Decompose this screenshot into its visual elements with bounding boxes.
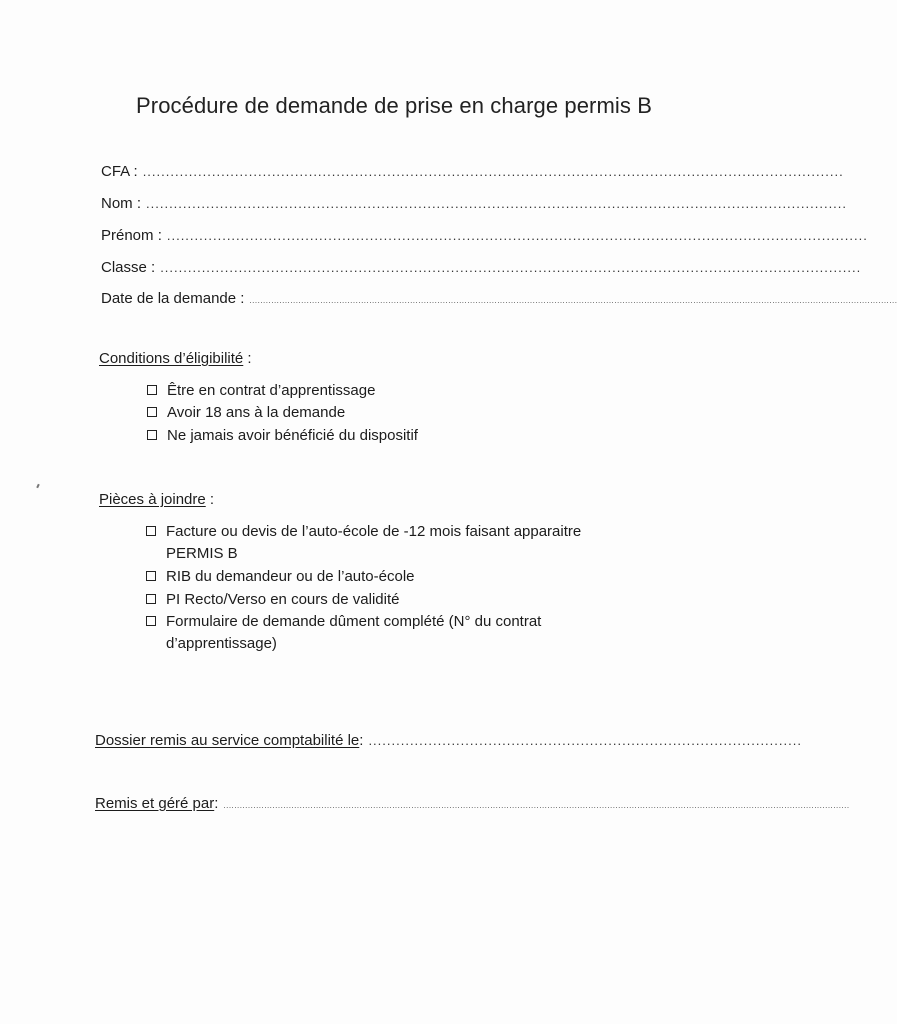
field-label: Date de la demande : — [101, 290, 245, 307]
eligibility-heading — [99, 349, 252, 369]
eligibility-heading-text: Conditions d’éligibilité — [99, 350, 244, 367]
checkbox[interactable] — [147, 407, 157, 417]
scan-speck — [36, 484, 40, 488]
heading-suffix: : — [243, 350, 252, 367]
checkbox[interactable] — [147, 430, 157, 440]
fill-line[interactable]: ...................................................................................................................................................................................................................................... — [223, 801, 850, 810]
page-title: Procédure de demande de prise en charge permis B — [136, 93, 652, 118]
fill-line[interactable]: .............................................................................................................................................................................................................................................. — [249, 296, 897, 305]
field-prenom[interactable] — [101, 226, 868, 246]
managed-label: Remis et géré par — [95, 795, 215, 812]
checkbox[interactable] — [146, 594, 156, 604]
checkbox-label: PI Recto/Verso en cours de validité — [166, 591, 400, 608]
field-date-demande[interactable] — [101, 289, 897, 309]
field-label: Nom : — [101, 195, 142, 212]
document-item[interactable] — [146, 611, 541, 655]
heading-suffix: : — [205, 491, 215, 508]
checkbox-label: Être en contrat d’apprentissage — [167, 382, 376, 399]
eligibility-item[interactable] — [147, 402, 345, 424]
submitted-row[interactable] — [95, 731, 802, 751]
fill-line[interactable]: ........................................................................................................................................................ — [146, 196, 848, 211]
checkbox-label: RIB du demandeur ou de l’auto-école — [166, 568, 415, 585]
field-label: Prénom : — [101, 227, 162, 244]
field-classe[interactable] — [101, 258, 862, 278]
submitted-suffix: : — [359, 732, 364, 749]
checkbox-label: Avoir 18 ans à la demande — [167, 404, 346, 421]
field-nom[interactable] — [101, 194, 848, 214]
field-label: Classe : — [101, 259, 156, 276]
document-item[interactable] — [146, 589, 399, 611]
checkbox[interactable] — [146, 526, 156, 536]
checkbox[interactable] — [146, 571, 156, 581]
fill-line[interactable]: ........................................................................................................................................................ — [142, 164, 844, 179]
checkbox[interactable] — [147, 385, 157, 395]
document-item[interactable] — [146, 566, 415, 588]
checkbox[interactable] — [146, 616, 156, 626]
field-cfa[interactable] — [101, 162, 844, 182]
documents-heading-text: Pièces à joindre — [99, 491, 206, 508]
field-label: CFA : — [101, 163, 138, 180]
submitted-label: Dossier remis au service comptabilité le — [95, 732, 360, 749]
eligibility-item[interactable] — [147, 380, 375, 402]
document-item[interactable] — [146, 521, 581, 565]
documents-heading — [99, 490, 214, 510]
fill-line[interactable]: .............................................................................................. — [368, 733, 802, 748]
managed-suffix: : — [214, 795, 219, 812]
fill-line[interactable]: ........................................................................................................................................................ — [166, 228, 868, 243]
checkbox-label: Ne jamais avoir bénéficié du dispositif — [167, 427, 418, 444]
fill-line[interactable]: ........................................................................................................................................................ — [160, 260, 862, 275]
managed-row[interactable] — [95, 794, 850, 814]
checkbox-label: Facture ou devis de l’auto-école de -12 mois faisant apparaitre PERMIS B — [166, 523, 582, 562]
checkbox-label: Formulaire de demande dûment complété (N° du contrat d’apprentissage) — [166, 613, 542, 652]
eligibility-item[interactable] — [147, 425, 418, 447]
